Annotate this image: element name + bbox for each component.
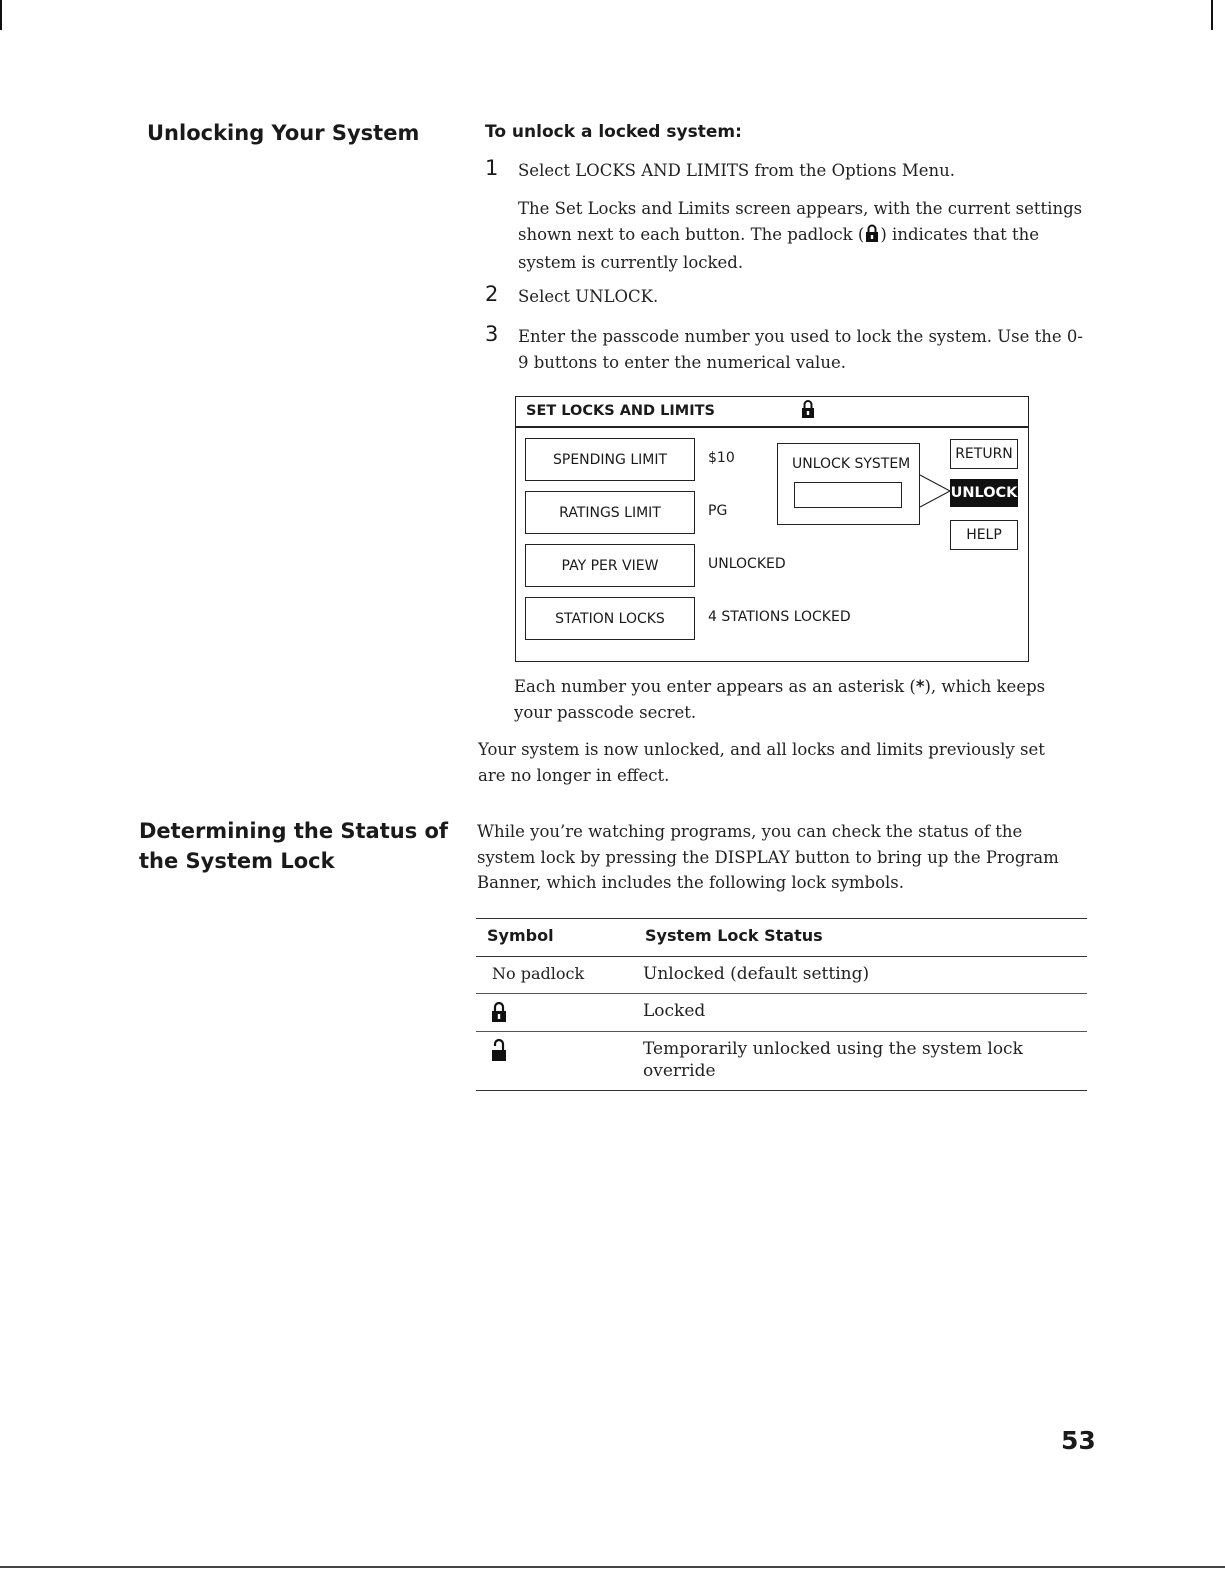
status-intro-line-1: While you’re watching programs, you can check the status of the xyxy=(477,822,1023,841)
step-number-1: 1 xyxy=(485,156,499,180)
station-locks-button[interactable]: STATION LOCKS xyxy=(525,597,695,640)
step-1-detail-line-2 xyxy=(518,222,1118,251)
pay-per-view-button[interactable]: PAY PER VIEW xyxy=(525,544,695,587)
crop-mark-left xyxy=(0,0,2,30)
step-3-line-2: 9 buttons to enter the numerical value. xyxy=(518,352,846,372)
conclusion-line-2: are no longer in effect. xyxy=(478,765,670,785)
asterisk-symbol: * xyxy=(915,677,925,696)
table-row-2-status-line: Locked xyxy=(643,1001,706,1021)
page-number: 53 xyxy=(1061,1426,1096,1455)
status-intro xyxy=(477,819,1117,896)
step-1-detail-line-3: system is currently locked. xyxy=(518,253,744,272)
asterisk-note xyxy=(514,674,1114,725)
crop-mark-bottom xyxy=(0,1566,1225,1568)
section-heading-unlocking: Unlocking Your System xyxy=(147,121,420,145)
asterisk-note-line-1 xyxy=(514,674,1114,700)
unlock-system-panel xyxy=(777,443,920,525)
status-intro-line-2: system lock by pressing the DISPLAY button to bring up the Program xyxy=(477,847,1059,867)
table-row-3-status xyxy=(643,1038,1023,1082)
pay-per-view-value: UNLOCKED xyxy=(708,556,786,572)
step-1-detail-line-1: The Set Locks and Limits screen appears, with the current settings xyxy=(518,199,1083,218)
screen-title: SET LOCKS AND LIMITS xyxy=(526,403,715,419)
procedure-heading: To unlock a locked system: xyxy=(485,122,742,142)
step-1-detail xyxy=(518,196,1118,276)
return-button[interactable]: RETURN xyxy=(950,439,1018,469)
step-1-text: Select LOCKS AND LIMITS from the Options Menu. xyxy=(518,161,955,180)
table-header-status: System Lock Status xyxy=(645,926,823,945)
set-locks-screen xyxy=(515,396,1029,662)
asterisk-note-line-2: your passcode secret. xyxy=(514,702,697,722)
step-3-line-1: Enter the passcode number you used to lock the system. Use the 0- xyxy=(518,327,1083,346)
unlock-system-label: UNLOCK SYSTEM xyxy=(792,456,911,472)
table-top-rule xyxy=(476,918,1087,919)
section-heading-status-line-2: the System Lock xyxy=(139,849,335,873)
padlock-closed-icon xyxy=(801,399,815,423)
crop-mark-right xyxy=(1211,0,1213,30)
table-row-2-status xyxy=(643,1000,705,1022)
padlock-closed-icon xyxy=(865,224,879,251)
pointer-arrow-icon xyxy=(920,473,950,511)
padlock-closed-icon xyxy=(491,1001,507,1027)
step-number-2: 2 xyxy=(485,282,499,306)
step-3-text xyxy=(518,324,1118,375)
unlock-button[interactable]: UNLOCK xyxy=(950,479,1018,507)
section-heading-status xyxy=(139,816,448,876)
help-button[interactable]: HELP xyxy=(950,520,1018,550)
table-row-1-status xyxy=(643,963,869,985)
table-row-1-rule xyxy=(476,993,1087,994)
table-row-2-rule xyxy=(476,1031,1087,1032)
passcode-input[interactable] xyxy=(794,482,902,508)
spending-limit-button[interactable]: SPENDING LIMIT xyxy=(525,438,695,481)
section-heading-status-line-1: Determining the Status of xyxy=(139,819,449,843)
screen-title-rule xyxy=(516,426,1028,428)
detail-line-2-prefix: shown next to each button. The padlock ( xyxy=(518,224,865,244)
ratings-limit-button[interactable]: RATINGS LIMIT xyxy=(525,491,695,534)
ratings-limit-value: PG xyxy=(708,503,728,519)
asterisk-note-prefix: Each number you enter appears as an asterisk ( xyxy=(514,677,916,696)
status-intro-line-3: Banner, which includes the following lock symbols. xyxy=(477,873,905,892)
asterisk-note-suffix: ), which keeps xyxy=(924,677,1046,696)
station-locks-value: 4 STATIONS LOCKED xyxy=(708,609,851,625)
step-number-3: 3 xyxy=(485,322,499,346)
spending-limit-value: $10 xyxy=(708,450,735,466)
table-header-symbol: Symbol xyxy=(487,926,554,945)
table-row-1-symbol: No padlock xyxy=(492,964,585,983)
conclusion-line-1: Your system is now unlocked, and all locks and limits previously set xyxy=(478,740,1045,759)
detail-line-2-suffix: ) indicates that the xyxy=(880,224,1039,244)
padlock-open-icon xyxy=(491,1038,507,1066)
table-header-rule xyxy=(476,956,1087,957)
table-row-1-status-line: Unlocked (default setting) xyxy=(643,964,870,984)
step-2-text: Select UNLOCK. xyxy=(518,287,659,306)
table-row-3-status-line-2: override xyxy=(643,1061,716,1081)
unlock-conclusion xyxy=(478,737,1118,788)
table-row-3-status-line-1: Temporarily unlocked using the system lock xyxy=(643,1039,1023,1059)
table-bottom-rule xyxy=(476,1090,1087,1091)
